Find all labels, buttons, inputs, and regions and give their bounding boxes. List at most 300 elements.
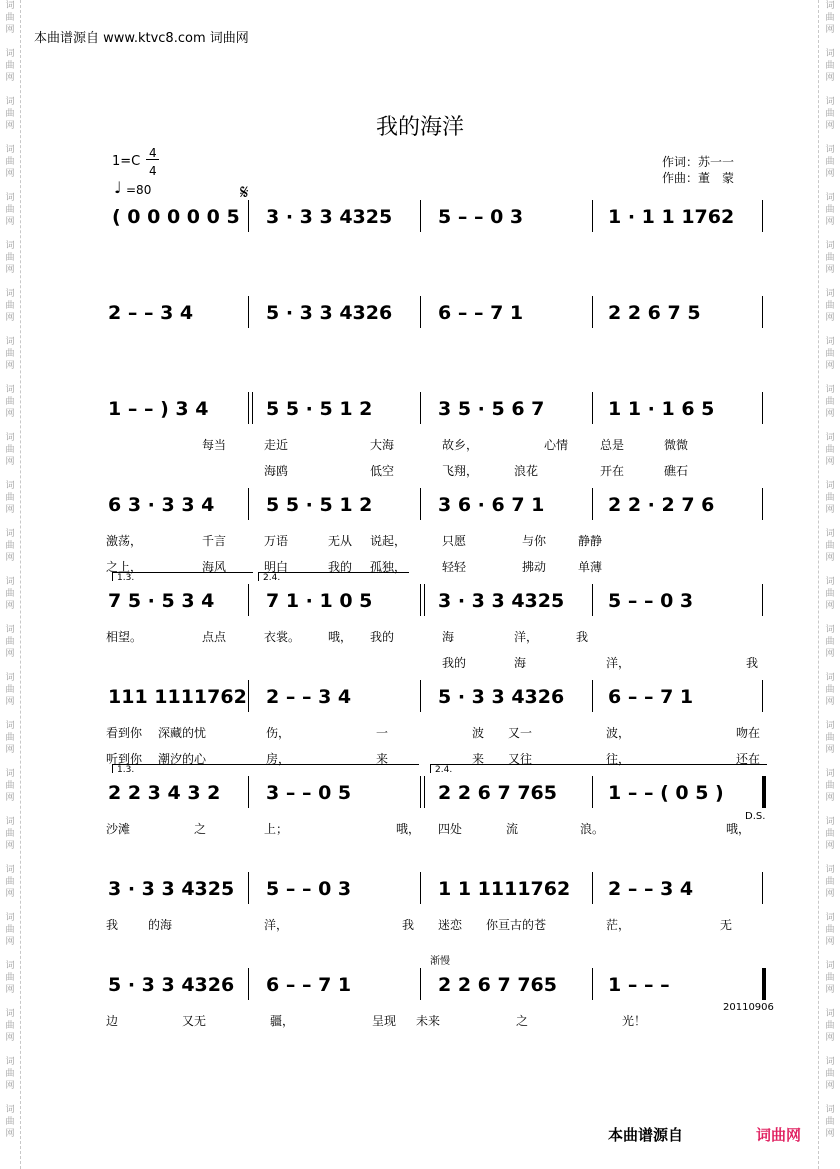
watermark-char: 曲 [5, 1069, 15, 1079]
watermark-char: 网 [825, 649, 835, 659]
footer-source: 本曲谱源自 [608, 1126, 684, 1144]
lyric-word: 无 [720, 918, 733, 932]
notes-r8-c: 1 1 1111762 [438, 878, 571, 900]
watermark-char: 曲 [5, 349, 15, 359]
watermark-char: 曲 [5, 61, 15, 71]
watermark-gap [3, 996, 17, 1008]
watermark-char: 网 [5, 649, 15, 659]
watermark-char: 曲 [5, 781, 15, 791]
lyric-word: 波 [472, 726, 485, 740]
watermark-char: 网 [825, 25, 835, 35]
watermark-gap [3, 804, 17, 816]
watermark-char: 网 [825, 73, 835, 83]
notes-r9-d: 1 – – – [608, 974, 670, 996]
watermark-char: 网 [825, 601, 835, 611]
watermark-gap [3, 948, 17, 960]
lyric-word: 潮汐的心 [158, 752, 207, 766]
lyric-word: 每当 [202, 438, 227, 452]
watermark-char: 曲 [5, 925, 15, 935]
watermark-gap [823, 276, 837, 288]
watermark-char: 曲 [825, 1117, 835, 1127]
notes-r3-b: 5 5 · 5 1 2 [266, 398, 373, 420]
watermark-char: 网 [825, 457, 835, 467]
watermark-char: 曲 [825, 301, 835, 311]
watermark-char: 曲 [825, 781, 835, 791]
watermark-char: 词 [5, 433, 15, 443]
watermark-gap [823, 852, 837, 864]
watermark-char: 曲 [825, 1069, 835, 1079]
watermark-char: 曲 [5, 253, 15, 263]
barline [248, 488, 249, 520]
time-top: 4 [149, 146, 157, 160]
watermark-char: 词 [825, 49, 835, 59]
lyric-word: 单薄 [578, 560, 603, 574]
watermark-char: 网 [5, 793, 15, 803]
lyric-word: 呈现 [372, 1014, 397, 1028]
watermark-gap [3, 324, 17, 336]
watermark-char: 曲 [825, 205, 835, 215]
watermark-char: 曲 [825, 685, 835, 695]
notes-r4-c: 3 6 · 6 7 1 [438, 494, 545, 516]
watermark-char: 曲 [5, 1021, 15, 1031]
barline [248, 872, 249, 904]
watermark-gap [3, 276, 17, 288]
barline [762, 200, 763, 232]
score-row-4 [106, 494, 766, 522]
notes-r1-d: 1 · 1 1 1762 [608, 206, 735, 228]
barline [592, 296, 593, 328]
watermark-char: 曲 [5, 877, 15, 887]
barline [592, 968, 593, 1000]
lyric-word: 上； [264, 822, 289, 836]
lyric-word: 明白 [264, 560, 289, 574]
barline [424, 584, 425, 616]
lyric-word: 低空 [370, 464, 395, 478]
barline [420, 392, 421, 424]
barline [762, 680, 763, 712]
lyric-word: 海 [514, 656, 527, 670]
watermark-gap [3, 516, 17, 528]
notes-r7-b: 3 – – 0 5 [266, 782, 352, 804]
lyric-word: 未来 [416, 1014, 441, 1028]
watermark-char: 网 [825, 361, 835, 371]
watermark-char: 网 [5, 985, 15, 995]
watermark-char: 词 [5, 481, 15, 491]
watermark-gap [3, 1140, 17, 1152]
barline [420, 968, 421, 1000]
watermark-char: 词 [825, 913, 835, 923]
watermark-char: 词 [5, 865, 15, 875]
lyric-word: 我 [106, 918, 119, 932]
lyric-word: 之上， [106, 560, 143, 574]
lyric-word: 总是 [600, 438, 625, 452]
lyric-word: 海 [442, 630, 455, 644]
notes-r6-b: 2 – – 3 4 [266, 686, 352, 708]
watermark-char: 曲 [5, 205, 15, 215]
watermark-char: 网 [825, 937, 835, 947]
notes-r5-b: 7 1 · 1 0 5 [266, 590, 373, 612]
lyric-word: 往， [606, 752, 631, 766]
score-row-2 [106, 302, 766, 330]
watermark-char: 网 [5, 409, 15, 419]
notes-r5-c: 3 · 3 3 4325 [438, 590, 565, 612]
barline [762, 392, 763, 424]
watermark-char: 网 [825, 313, 835, 323]
lyric-word: 拂动 [522, 560, 547, 574]
barline [592, 200, 593, 232]
watermark-char: 词 [825, 289, 835, 299]
score-row-6 [106, 686, 766, 714]
lyric-word: 只愿 [442, 534, 467, 548]
watermark-gap [823, 228, 837, 240]
notes-r1-c: 5 – – 0 3 [438, 206, 524, 228]
watermark-gap [3, 660, 17, 672]
score-row-1 [106, 206, 766, 234]
watermark-gap [3, 36, 17, 48]
notes-r3-a: 1 – – ) 3 4 [108, 398, 209, 420]
watermark-char: 词 [5, 673, 15, 683]
watermark-char: 网 [5, 841, 15, 851]
notes-r5-a: 7 5 · 5 3 4 [108, 590, 215, 612]
watermark-char: 曲 [5, 445, 15, 455]
watermark-char: 网 [825, 889, 835, 899]
watermark-gap [3, 372, 17, 384]
watermark-char: 网 [825, 265, 835, 275]
notes-r4-d: 2 2 · 2 7 6 [608, 494, 715, 516]
watermark-char: 网 [825, 841, 835, 851]
watermark-gap [3, 468, 17, 480]
notes-r2-b: 5 · 3 3 4326 [266, 302, 393, 324]
watermark-char: 曲 [825, 589, 835, 599]
notes-r7-d: 1 – – ( 0 5 ) [608, 782, 724, 804]
watermark-char: 曲 [825, 1021, 835, 1031]
barline [420, 296, 421, 328]
watermark-char: 网 [825, 553, 835, 563]
watermark-char: 曲 [825, 925, 835, 935]
lyric-word: 洋， [514, 630, 539, 644]
barline [762, 872, 763, 904]
lyric-word: 洋， [606, 656, 631, 670]
watermark-char: 网 [5, 1129, 15, 1139]
watermark-gap [823, 180, 837, 192]
watermark-char: 曲 [825, 445, 835, 455]
ds-mark: D.S. [745, 811, 766, 822]
watermark-gap [823, 468, 837, 480]
lyric-word: 飞翔， [442, 464, 479, 478]
barline [424, 776, 425, 808]
notes-r7-c: 2 2 6 7 765 [438, 782, 558, 804]
watermark-char: 词 [5, 769, 15, 779]
notes-r9-a: 5 · 3 3 4326 [108, 974, 235, 996]
tempo: =80 [126, 183, 152, 197]
volta-1-second: 1.3. [112, 764, 419, 773]
composer: 作曲：董 蒙 [662, 171, 735, 185]
watermark-char: 网 [5, 73, 15, 83]
watermark-char: 词 [825, 481, 835, 491]
barline [762, 584, 763, 616]
lyric-word: 我的 [328, 560, 353, 574]
watermark-gap [823, 516, 837, 528]
watermark-char: 词 [825, 193, 835, 203]
lyric-word: 激荡， [106, 534, 143, 548]
notes-r7-a: 2 2 3 4 3 2 [108, 782, 221, 804]
watermark-char: 网 [5, 601, 15, 611]
lyric-word: 万语 [264, 534, 289, 548]
source-header: 本曲谱源自 www.ktvc8.com 词曲网 [34, 31, 249, 46]
watermark-gap [823, 36, 837, 48]
notes-r8-b: 5 – – 0 3 [266, 878, 352, 900]
watermark-gap [3, 180, 17, 192]
lyric-word: 来 [472, 752, 485, 766]
watermark-gap [823, 1044, 837, 1056]
watermark-char: 曲 [825, 397, 835, 407]
watermark-char: 曲 [5, 109, 15, 119]
barline [420, 488, 421, 520]
watermark-char: 曲 [825, 109, 835, 119]
barline [592, 776, 593, 808]
watermark-char: 网 [5, 217, 15, 227]
watermark-char: 词 [825, 1, 835, 11]
watermark-char: 曲 [825, 973, 835, 983]
barline [762, 488, 763, 520]
watermark-char: 网 [825, 217, 835, 227]
notes-r6-c: 5 · 3 3 4326 [438, 686, 565, 708]
barline [420, 872, 421, 904]
repeat-end [420, 776, 421, 808]
lyric-word: 房， [266, 752, 291, 766]
barline [592, 680, 593, 712]
lyric-word: 看到你 [106, 726, 143, 740]
lyric-word: 之 [194, 822, 207, 836]
watermark-char: 网 [825, 121, 835, 131]
watermark-char: 网 [825, 1081, 835, 1091]
lyric-word: 四处 [438, 822, 463, 836]
watermark-char: 曲 [5, 301, 15, 311]
watermark-char: 词 [5, 529, 15, 539]
barline [762, 296, 763, 328]
watermark-char: 曲 [825, 61, 835, 71]
watermark-char: 曲 [5, 829, 15, 839]
notes-r3-d: 1 1 · 1 6 5 [608, 398, 715, 420]
lyric-word: 流 [506, 822, 519, 836]
watermark-char: 词 [825, 865, 835, 875]
watermark-char: 曲 [825, 253, 835, 263]
score-row-9 [106, 974, 766, 1002]
watermark-char: 词 [5, 1, 15, 11]
lyric-word: 还在 [736, 752, 761, 766]
lyric-word: 沙滩 [106, 822, 131, 836]
barline [248, 200, 249, 232]
watermark-char: 网 [825, 1033, 835, 1043]
watermark-char: 词 [5, 817, 15, 827]
watermark-char: 网 [825, 169, 835, 179]
notes-r2-a: 2 – – 3 4 [108, 302, 194, 324]
lyric-word: 我 [402, 918, 415, 932]
lyric-word: 哦， [726, 822, 751, 836]
watermark-char: 曲 [5, 637, 15, 647]
volta-2: 2.4. [258, 572, 409, 581]
watermark-char: 网 [825, 745, 835, 755]
watermark-char: 网 [5, 169, 15, 179]
lyric-word: 点点 [202, 630, 227, 644]
watermark-char: 词 [825, 145, 835, 155]
repeat-start [420, 584, 421, 616]
watermark-char: 词 [825, 817, 835, 827]
lyric-word: 海鸥 [264, 464, 289, 478]
volta-1: 1.3. [112, 572, 253, 581]
lyric-word: 走近 [264, 438, 289, 452]
watermark-char: 曲 [825, 637, 835, 647]
notes-r4-a: 6 3 · 3 3 4 [108, 494, 215, 516]
watermark-char: 词 [825, 97, 835, 107]
watermark-char: 曲 [825, 829, 835, 839]
repeat-start [248, 392, 249, 424]
footer-site: 词曲网 [756, 1126, 802, 1144]
watermark-char: 曲 [5, 397, 15, 407]
barline [248, 776, 249, 808]
watermark-char: 曲 [825, 13, 835, 23]
lyric-word: 浪。 [580, 822, 605, 836]
watermark-char: 词 [5, 97, 15, 107]
watermark-gap [3, 708, 17, 720]
watermark-char: 网 [5, 697, 15, 707]
watermark-gap [823, 804, 837, 816]
notes-r9-b: 6 – – 7 1 [266, 974, 352, 996]
watermark-char: 词 [5, 337, 15, 347]
lyric-word: 故乡， [442, 438, 479, 452]
watermark-char: 曲 [5, 1117, 15, 1127]
watermark-char: 曲 [5, 13, 15, 23]
watermark-char: 词 [825, 1105, 835, 1115]
score-row-7 [106, 782, 766, 810]
watermark-char: 网 [5, 265, 15, 275]
watermark-char: 词 [825, 241, 835, 251]
notes-r4-b: 5 5 · 5 1 2 [266, 494, 373, 516]
watermark-gap [823, 1092, 837, 1104]
lyric-word: 疆， [270, 1014, 295, 1028]
lyric-word: 相望。 [106, 630, 143, 644]
watermark-char: 词 [825, 1009, 835, 1019]
watermark-gap [3, 1092, 17, 1104]
barline [592, 392, 593, 424]
watermark-char: 词 [825, 529, 835, 539]
left-watermark [3, 0, 17, 1169]
watermark-char: 网 [825, 793, 835, 803]
watermark-char: 词 [5, 289, 15, 299]
watermark-char: 网 [5, 361, 15, 371]
quarter-note-icon: ♩ [114, 178, 122, 197]
notes-r3-c: 3 5 · 5 6 7 [438, 398, 545, 420]
lyric-word: 又无 [182, 1014, 207, 1028]
key-signature: 1=C [112, 154, 141, 169]
watermark-char: 曲 [5, 157, 15, 167]
watermark-char: 曲 [5, 589, 15, 599]
watermark-gap [823, 420, 837, 432]
watermark-gap [3, 228, 17, 240]
watermark-char: 曲 [5, 493, 15, 503]
lyric-word: 微微 [664, 438, 689, 452]
watermark-char: 网 [825, 409, 835, 419]
lyric-word: 又往 [508, 752, 533, 766]
lyric-word: 又一 [508, 726, 533, 740]
barline [248, 968, 249, 1000]
lyric-word: 之 [516, 1014, 529, 1028]
watermark-char: 词 [825, 721, 835, 731]
watermark-gap [823, 996, 837, 1008]
lyric-word: 浪花 [514, 464, 539, 478]
lyric-word: 的海 [148, 918, 173, 932]
barline [592, 872, 593, 904]
watermark-char: 词 [5, 1009, 15, 1019]
watermark-gap [823, 564, 837, 576]
lyric-word: 心情 [544, 438, 569, 452]
watermark-char: 网 [5, 745, 15, 755]
watermark-char: 网 [825, 985, 835, 995]
lyric-word: 孤独， [370, 560, 407, 574]
lyric-word: 说起， [370, 534, 407, 548]
watermark-char: 词 [5, 961, 15, 971]
lyric-word: 轻轻 [442, 560, 467, 574]
watermark-char: 曲 [825, 157, 835, 167]
watermark-char: 词 [5, 577, 15, 587]
lyric-word: 与你 [522, 534, 547, 548]
lyric-word: 你亘古的苍 [486, 918, 547, 932]
barline [592, 584, 593, 616]
watermark-char: 网 [825, 505, 835, 515]
watermark-char: 网 [5, 553, 15, 563]
watermark-gap [823, 660, 837, 672]
barline [592, 488, 593, 520]
watermark-char: 曲 [825, 877, 835, 887]
barline [420, 680, 421, 712]
lyric-word: 伤， [266, 726, 291, 740]
final-barline [762, 776, 766, 808]
lyric-word: 波， [606, 726, 631, 740]
lyric-word: 我的 [442, 656, 467, 670]
watermark-char: 词 [825, 433, 835, 443]
watermark-gap [3, 1044, 17, 1056]
watermark-gap [823, 948, 837, 960]
watermark-gap [823, 1140, 837, 1152]
watermark-char: 网 [5, 313, 15, 323]
watermark-gap [3, 612, 17, 624]
lyric-word: 海风 [202, 560, 227, 574]
watermark-char: 网 [5, 937, 15, 947]
lyric-word: 一 [376, 726, 389, 740]
watermark-char: 曲 [825, 349, 835, 359]
watermark-gap [3, 900, 17, 912]
watermark-char: 词 [5, 625, 15, 635]
lyric-word: 无从 [328, 534, 353, 548]
lyric-word: 茫， [606, 918, 631, 932]
lyric-word: 开在 [600, 464, 625, 478]
watermark-gap [823, 372, 837, 384]
segno-icon: 𝄋 [240, 180, 249, 204]
watermark-gap [3, 420, 17, 432]
watermark-gap [823, 612, 837, 624]
barline [420, 200, 421, 232]
watermark-gap [823, 324, 837, 336]
lyric-word: 礁石 [664, 464, 689, 478]
watermark-gap [3, 756, 17, 768]
right-watermark [823, 0, 837, 1169]
notes-r2-c: 6 – – 7 1 [438, 302, 524, 324]
watermark-gap [823, 900, 837, 912]
lyric-word: 听到你 [106, 752, 143, 766]
lyric-word: 我 [746, 656, 759, 670]
watermark-char: 网 [5, 25, 15, 35]
notes-r1-b: 3 · 3 3 4325 [266, 206, 393, 228]
